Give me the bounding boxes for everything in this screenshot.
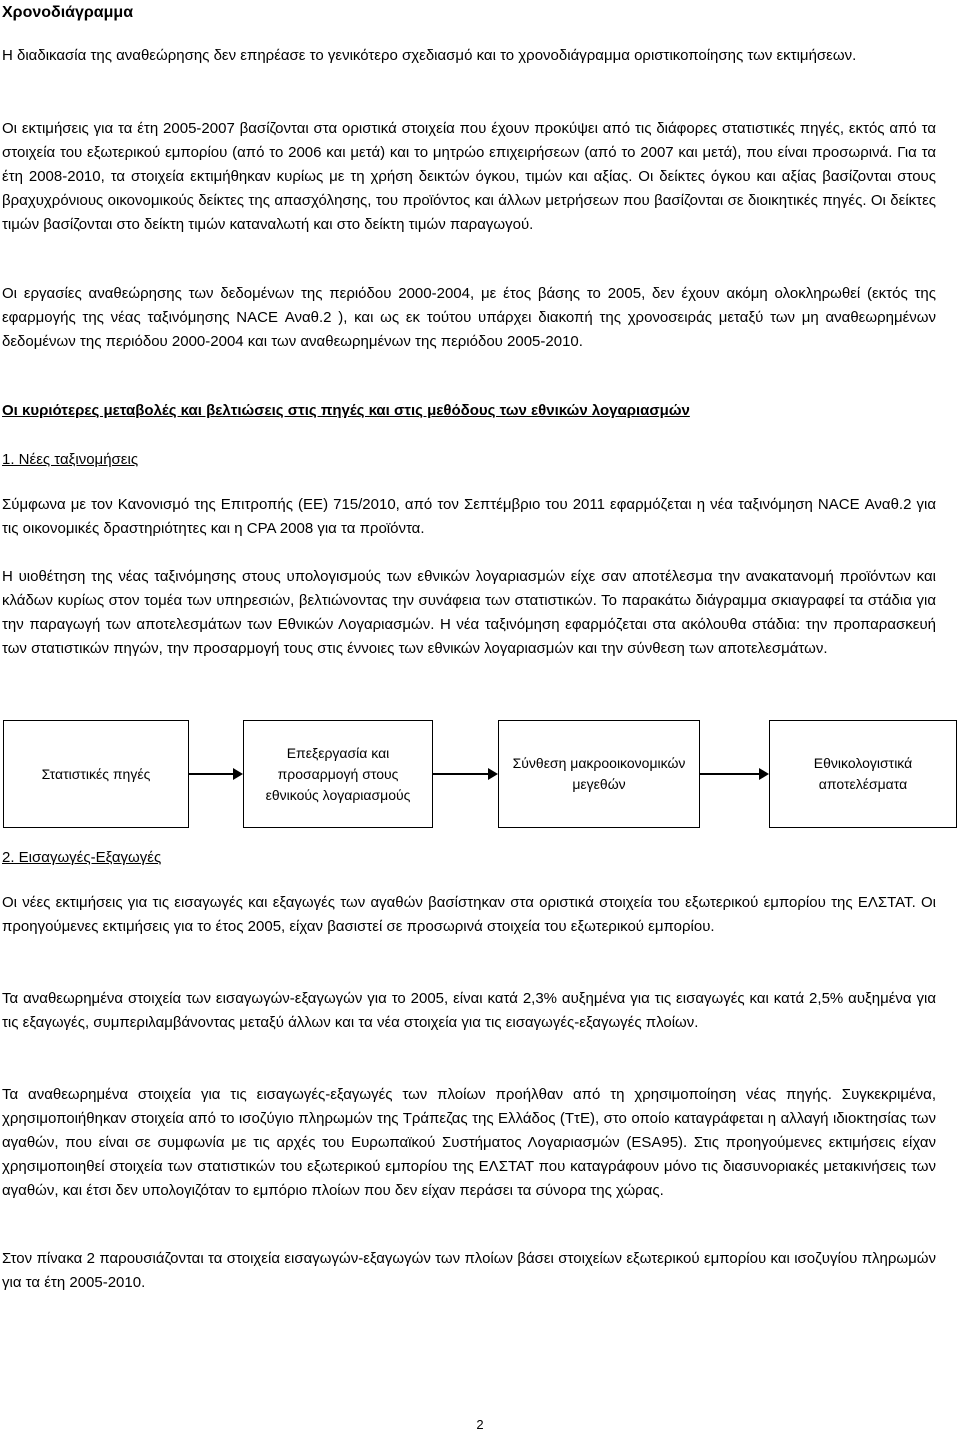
paragraph-estimates: Οι εκτιμήσεις για τα έτη 2005-2007 βασίζονται στα οριστικά στοιχεία που έχουν προκύψει από τις διάφορες στατιστικές πηγές, εκτός από τα στοιχεία του εξωτερικού εμπορίου (από το 2006 και μετά) και το μητρώο επιχειρήσεων (από το 2007 και μετά), που είναι προσωρινά. Για τα έτη 2008-2010, τα στοιχεία εκτιμήθηκαν κυρίως με τη χρήση δεικτών όγκου, τιμών και αξίας. Οι δείκτες όγκου και αξίας βασίζονται στους βραχυχρόνιους οικονομικούς δείκτες της απασχόλησης, του προϊόντος και άλλων μετρήσεων που βασίζονται σε διοικητικές πηγές. Οι δείκτες τιμών βασίζονται στο δείκτη τιμών καταναλωτή και στο δείκτη τιμών παραγωγού. [2, 120, 936, 233]
process-diagram [0, 720, 960, 830]
section-title: Χρονοδιάγραμμα [2, 4, 134, 21]
diagram-box-label: Σύνθεση μακροοικονομικών μεγεθών [512, 755, 686, 792]
diagram-box-label: Εθνικολογιστικά αποτελέσματα [813, 755, 913, 792]
page-number: 2 [476, 1417, 484, 1432]
subsection-2-title: 2. Εισαγωγές-Εξαγωγές [2, 849, 162, 866]
main-changes-title: Οι κυριότερες μεταβολές και βελτιώσεις στις πηγές και στις μεθόδους των εθνικών λογαριασμών [2, 402, 690, 419]
paragraph-timeline: Η διαδικασία της αναθεώρησης δεν επηρέασε το γενικότερο σχεδιασμό και το χρονοδιάγραμμα οριστικοποίησης των εκτιμήσεων. [2, 47, 857, 64]
diagram-box-processing [243, 720, 433, 828]
paragraph-table-2: Στον πίνακα 2 παρουσιάζονται τα στοιχεία εισαγωγών-εξαγωγών των πλοίων βάσει στοιχείων εξωτερικού εμπορίου και ισοζυγίου πληρωμών για τα έτη 2005-2010. [2, 1250, 936, 1291]
subsection-1-title: 1. Νέες ταξινομήσεις [2, 451, 139, 468]
paragraph-ships: Τα αναθεωρημένα στοιχεία για τις εισαγωγές-εξαγωγές των πλοίων προήλθαν από τη χρησιμοποίηση νέας πηγής. Συγκεκριμένα, χρησιμοποιήθηκαν στοιχεία από το ισοζύγιο πληρωμών της Τράπεζας της Ελλάδος (ΤτΕ), στο οποίο καταγράφεται η αλλαγή ιδιοκτησίας των αγαθών, που είναι σε συμφωνία με τις αρχές του Ευρωπαϊκού Συστήματος Λογαριασμών (ESA95). Στις προηγούμενες εκτιμήσεις είχαν χρησιμοποιηθεί στοιχεία των στατιστικών του εξωτερικού εμπορίου της ΕΛΣΤΑΤ που καταγράφουν μόνο τις διασυνοριακές μετακινήσεις των αγαθών, και έτσι δεν υπολογιζόταν το εμπόριο πλοίων που δεν είχαν περάσει τα σύνορα της χώρας. [2, 1086, 936, 1199]
arrow-right-icon [189, 773, 241, 775]
diagram-box-label: Επεξεργασία και προσαρμογή στους εθνικούς λογαριασμούς [265, 744, 411, 803]
paragraph-revised-2005: Τα αναθεωρημένα στοιχεία των εισαγωγών-εξαγωγών για το 2005, είναι κατά 2,3% αυξημένα για τις εισαγωγές και κατά 2,5% αυξημένα για τις εξαγωγές, συμπεριλαμβάνοντας μεταξύ άλλων και τα νέα στοιχεία για τις εισαγωγές-εξαγωγές πλοίων. [2, 990, 936, 1031]
arrow-right-icon [433, 773, 496, 775]
diagram-box-label: Στατιστικές πηγές [41, 765, 151, 782]
paragraph-new-estimates: Οι νέες εκτιμήσεις για τις εισαγωγές και εξαγωγές των αγαθών βασίστηκαν στα οριστικά στοιχεία του εξωτερικού εμπορίου της ΕΛΣΤΑΤ. Οι προηγούμενες εκτιμήσεις για το έτος 2005, είχαν βασιστεί σε προσωρινά στοιχεία του εξωτερικού εμπορίου. [2, 894, 936, 935]
paragraph-regulation: Σύμφωνα με τον Κανονισμό της Επιτροπής (ΕΕ) 715/2010, από τον Σεπτέμβριο του 2011 εφαρμόζεται η νέα ταξινόμηση NACE Αναθ.2 για τις οικονομικές δραστηριότητες και η CPA 2008 για τα προϊόντα. [2, 496, 936, 537]
diagram-box-synthesis [498, 720, 700, 828]
diagram-box-sources [3, 720, 189, 828]
diagram-box-results [769, 720, 957, 828]
paragraph-adoption: Η υιοθέτηση της νέας ταξινόμησης στους υπολογισμούς των εθνικών λογαριασμών είχε σαν αποτέλεσμα την ανακατανομή προϊόντων και κλάδων κυρίως στον τομέα των υπηρεσιών, βελτιώνοντας την συνάφεια των στατιστικών. Το παρακάτω διάγραμμα σκιαγραφεί τα στάδια για την παραγωγή των αποτελεσμάτων των Εθνικών Λογαριασμών. Η νέα ταξινόμηση εφαρμόζεται στα ακόλουθα στάδια: την προπαρασκευή των στατιστικών πηγών, την προσαρμογή τους στις έννοιες των εθνικών λογαριασμών και την σύνθεση των αποτελεσμάτων. [2, 568, 936, 657]
paragraph-revision-work: Οι εργασίες αναθεώρησης των δεδομένων της περιόδου 2000-2004, με έτος βάσης το 2005, δεν έχουν ακόμη ολοκληρωθεί (εκτός της εφαρμογής της νέας ταξινόμησης NACE Αναθ.2 ), και ως εκ τούτου υπάρχει διακοπή της χρονοσειράς μεταξύ των μη αναθεωρημένων δεδομένων της περιόδου 2000-2004 και των αναθεωρημένων της περιόδου 2005-2010. [2, 285, 936, 350]
arrow-right-icon [700, 773, 767, 775]
